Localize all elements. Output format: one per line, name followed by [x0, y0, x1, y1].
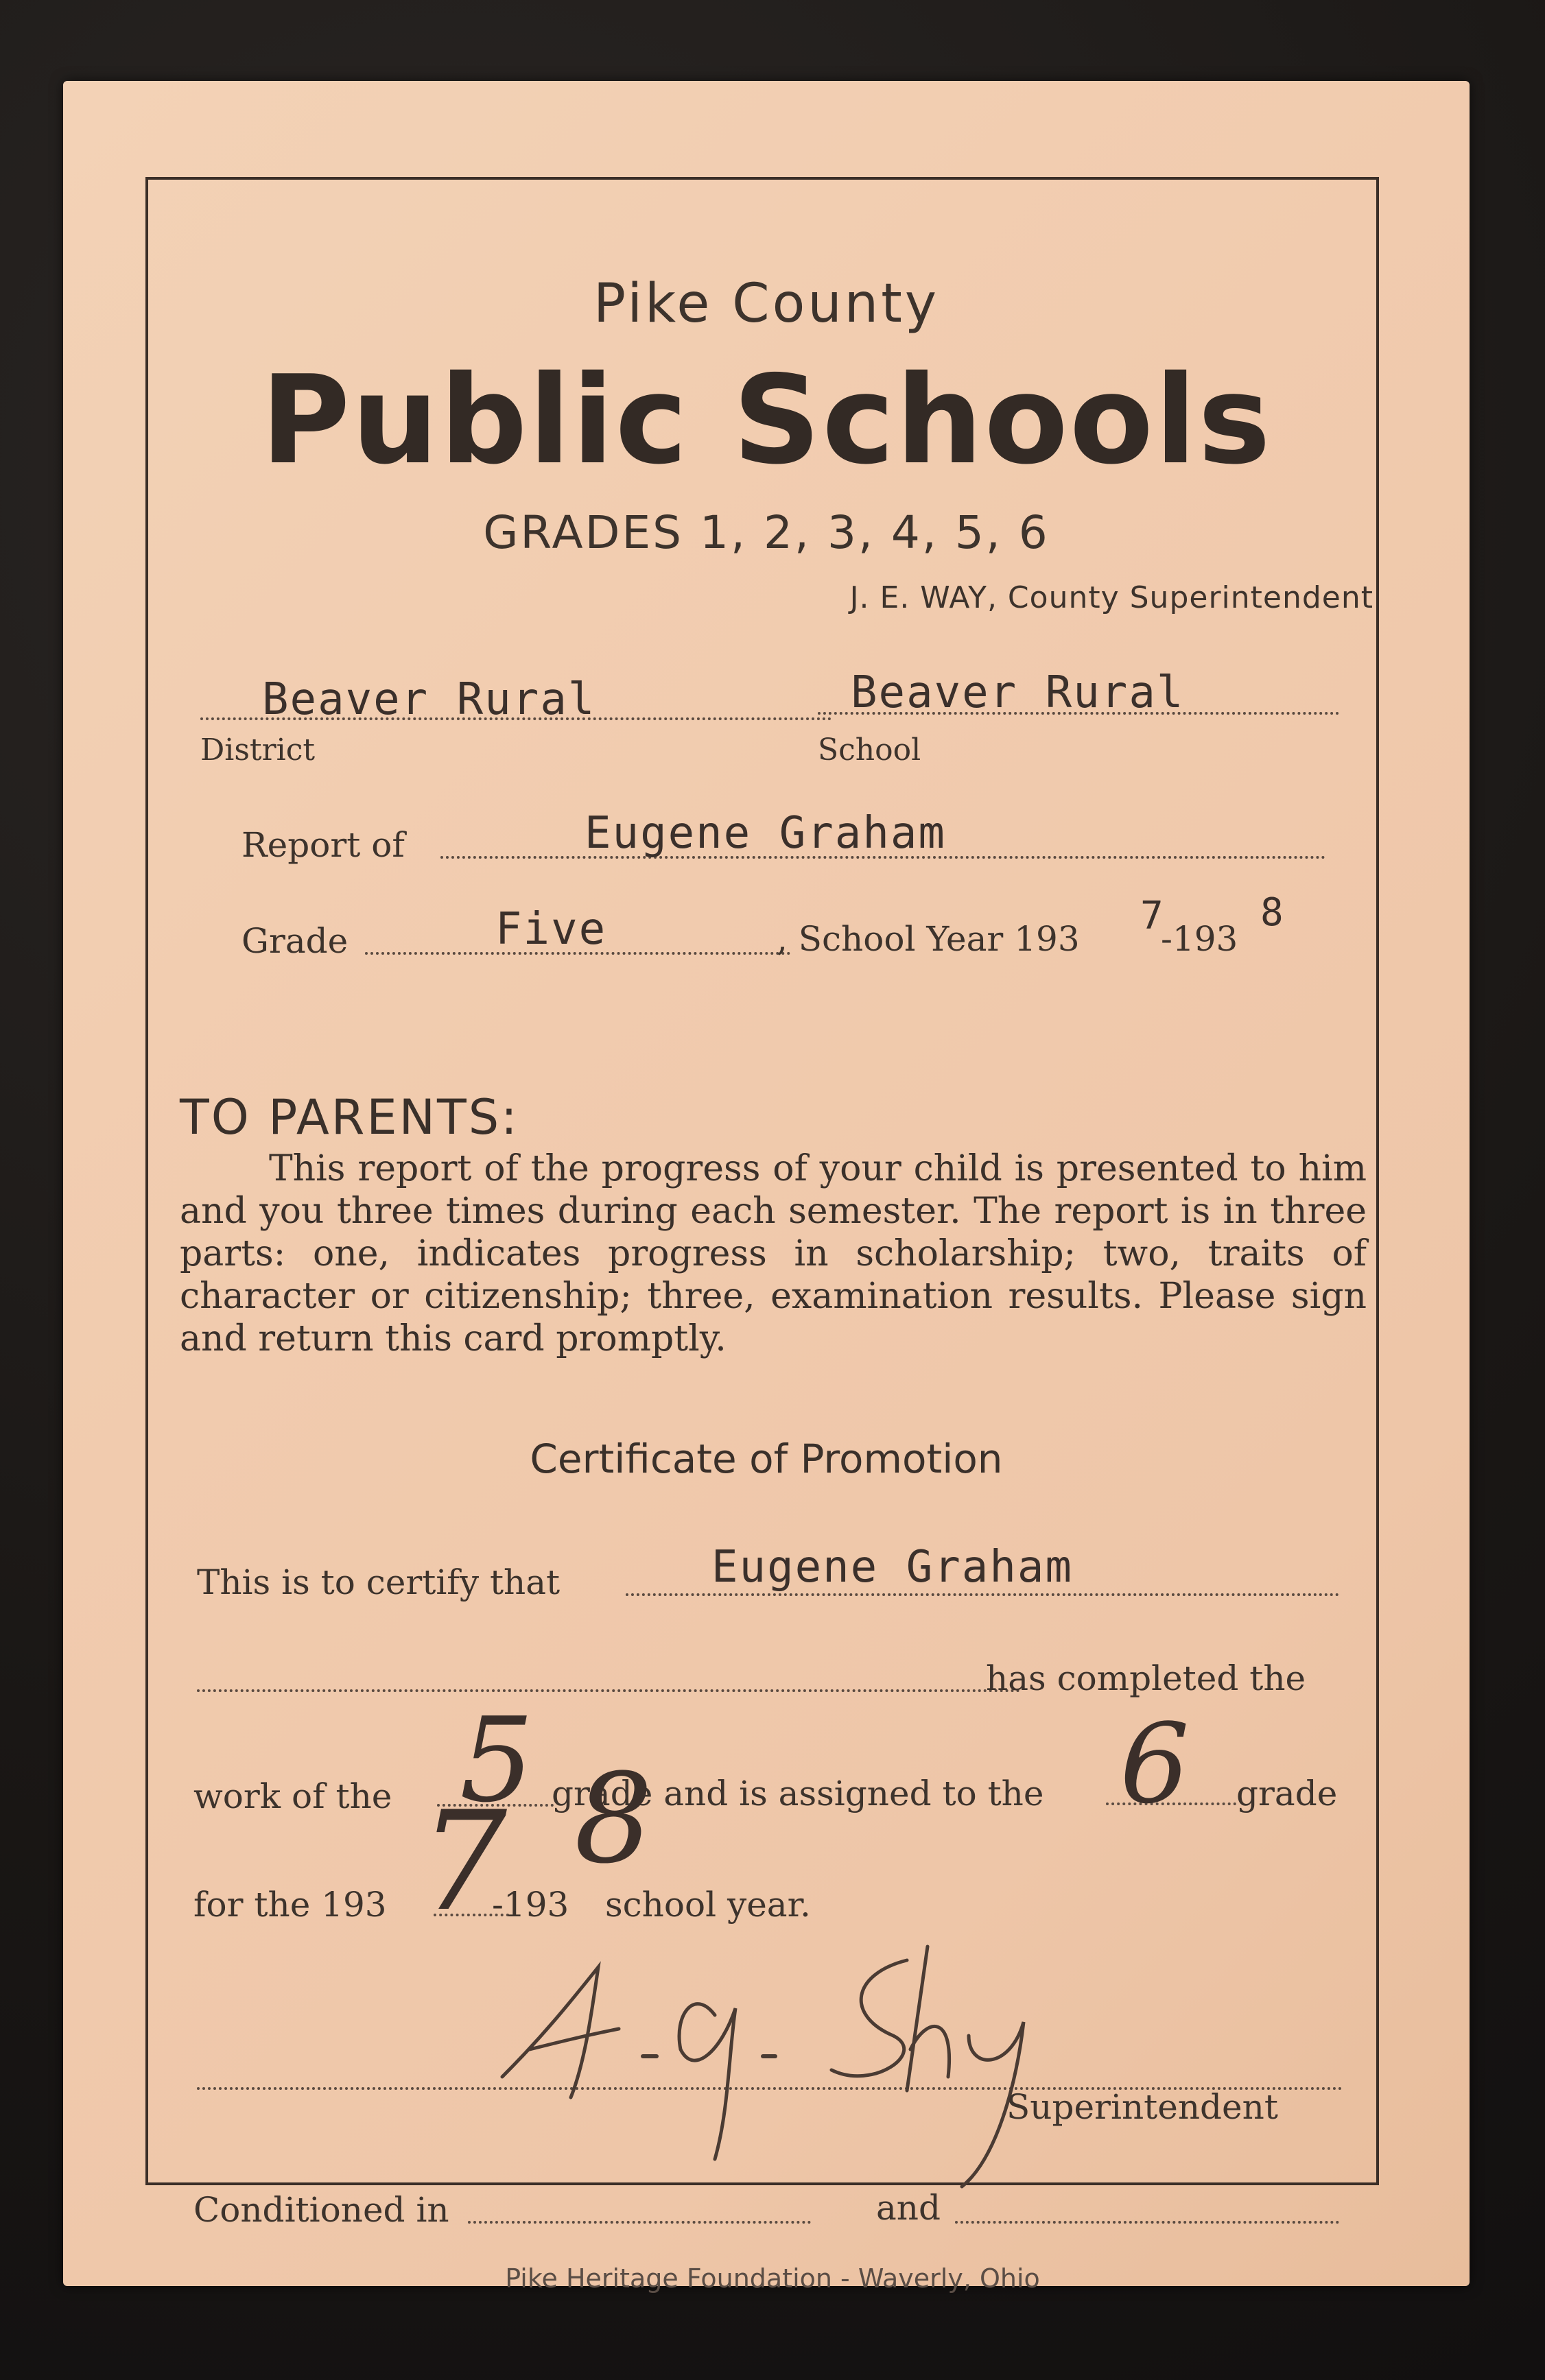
grade-label: Grade	[241, 921, 349, 961]
grades-line: GRADES 1, 2, 3, 4, 5, 6	[483, 506, 1050, 559]
second-name-dotted-line	[197, 1689, 1020, 1692]
county-name: Pike County	[593, 273, 939, 335]
student-name-typed: Eugene Graham	[585, 808, 946, 859]
conditioned-dotted-line-1	[468, 2221, 811, 2224]
card-title: Public Schools	[260, 349, 1273, 491]
signature-stroke-g	[679, 2004, 735, 2159]
certify-dotted-line	[626, 1593, 1339, 1596]
certified-student-name: Eugene Graham	[711, 1542, 1073, 1593]
report-card	[63, 81, 1470, 2286]
certify-label: This is to certify that	[197, 1562, 561, 1602]
work-of-label: work of the	[193, 1776, 392, 1816]
school-label: School	[818, 733, 921, 767]
archive-credit: Pike Heritage Foundation - Waverly, Ohio	[505, 2263, 1040, 2294]
grade-value: Five	[495, 904, 607, 955]
and-label: and	[876, 2188, 941, 2228]
for-the-label: for the 193	[193, 1885, 387, 1925]
report-of-label: Report of	[241, 825, 405, 865]
district-value: Beaver Rural	[262, 674, 596, 725]
conditioned-dotted-line-2	[955, 2221, 1339, 2224]
school-year-mid: -193	[1161, 919, 1238, 959]
school-year-start-digit: 7	[1140, 894, 1165, 938]
district-label: District	[200, 733, 316, 767]
signature-stroke-hy	[907, 1947, 1024, 2187]
year-start-handwritten: 7	[420, 1782, 508, 1942]
superintendent-label: Superintendent	[1006, 2087, 1278, 2127]
to-parents-heading: TO PARENTS:	[180, 1089, 519, 1145]
year-mid: -193	[492, 1885, 569, 1925]
signature-stroke-s	[832, 1960, 907, 2076]
superintendent-signature	[488, 1933, 1175, 2207]
to-parents-body: This report of the progress of your child is presented to him and you three times during each semester. The report is in three parts: one, indicates progress in scholarship; two, traits of character or citizenship; three, examination results. Please sign and return this card promptly.	[180, 1148, 1367, 1359]
year-end-handwritten: 8	[574, 1748, 653, 1891]
assigned-grade-handwritten: 6	[1120, 1700, 1190, 1828]
school-year-label: , School Year 193	[777, 919, 1080, 959]
certificate-heading: Certificate of Promotion	[530, 1436, 1003, 1482]
school-year-end-digit: 8	[1260, 890, 1285, 935]
assigned-label: grade and is assigned to the	[552, 1774, 1044, 1813]
conditioned-in-label: Conditioned in	[193, 2190, 449, 2230]
school-value: Beaver Rural	[851, 667, 1185, 718]
county-superintendent: J. E. WAY, County Superintendent	[849, 580, 1373, 615]
school-year-words: school year.	[605, 1885, 811, 1925]
signature-stroke-a	[502, 1967, 619, 2097]
grade-word-label: grade	[1236, 1774, 1338, 1813]
completed-grade-handwritten: 5	[460, 1693, 534, 1829]
completed-label: has completed the	[986, 1658, 1306, 1698]
